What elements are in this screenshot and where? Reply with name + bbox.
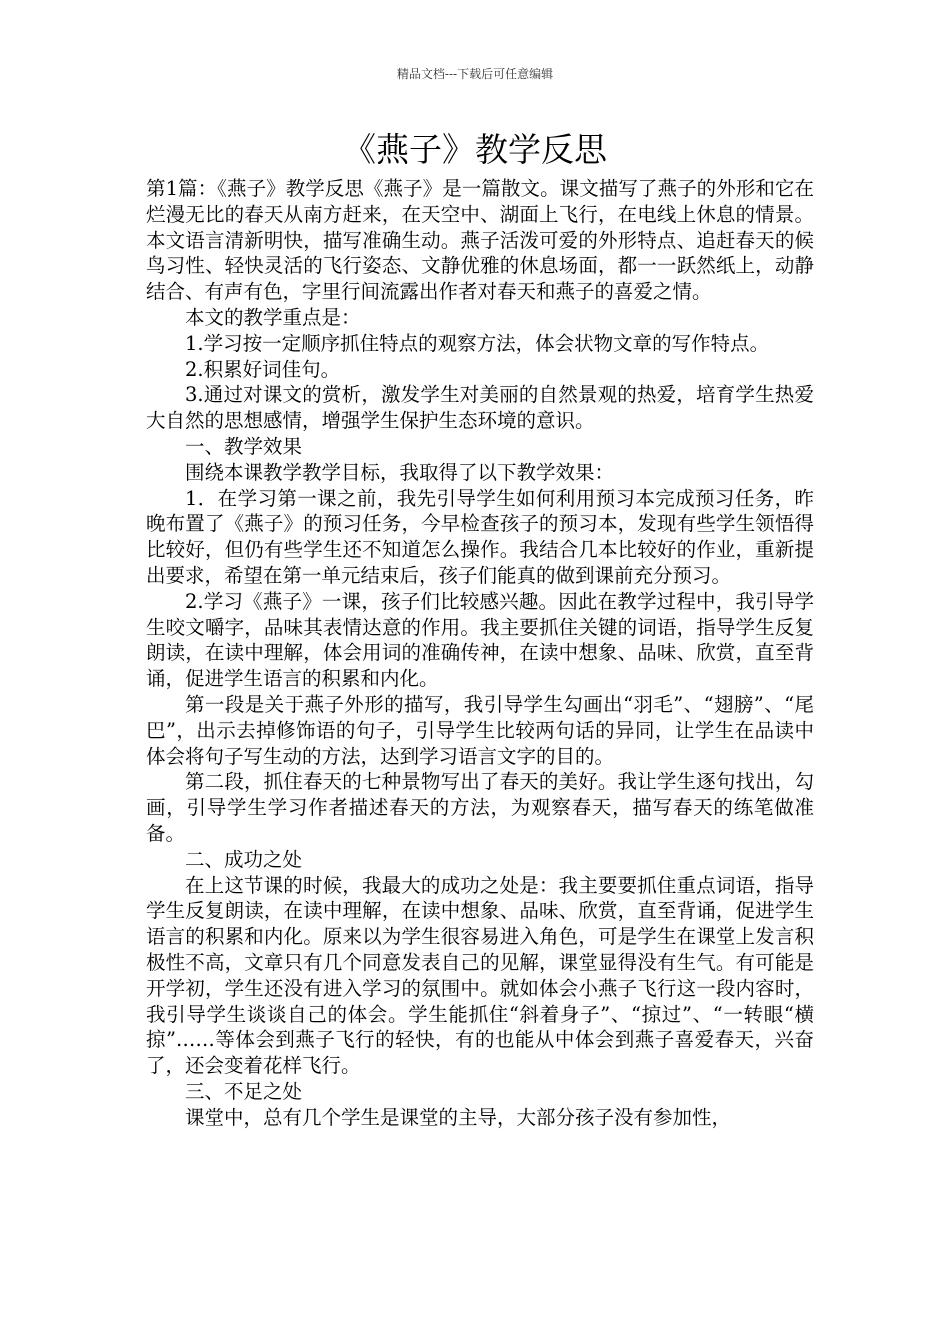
document-body — [146, 176, 814, 1130]
paragraph-effects-1: 1．在学习第一课之前，我先引导学生如何利用预习本完成预习任务，昨晚布置了《燕子》的预习任务，今早检查孩子的预习本，发现有些学生领悟得比较好，但仍有些学生还不知道怎么操作。我结合几本比较好的作业，重新提出要求，希望在第一单元结束后，孩子们能真的做到课前充分预习。 — [146, 486, 814, 587]
header-note: 精品文档---下载后可任意编辑 — [396, 67, 554, 81]
paragraph-effects-2: 2.学习《燕子》一课，孩子们比较感兴趣。因此在教学过程中，我引导学生咬文嚼字，品味其表情达意的作用。我主要抓住关键的词语，指导学生反复朗读，在读中理解，体会用词的准确传神，在读中想象、品味、欣赏，直至背诵，促进学生语言的积累和内化。 — [146, 589, 814, 691]
paragraph-focus-2: 2.积累好词佳句。 — [185, 357, 341, 381]
paragraph-success: 在上这节课的时候，我最大的成功之处是：我主要要抓住重点词语，指导学生反复朗读，在读中理解，在读中想象、品味、欣赏，直至背诵，促进学生语言的积累和内化。原来以为学生很容易进入角色，可是学生在课堂上发言积极性不高，文章只有几个同意发表自己的见解，课堂显得没有生气。有可能是开学初，学生还没有进入学习的氛围中。就如体会小燕子飞行这一段内容时，我引导学生谈谈自己的体会。学生能抓住“斜着身子”、“掠过”、“一转眼“横掠”……等体会到燕子飞行的轻快，有的也能从中体会到燕子喜爱春天，兴奋了，还会变着花样飞行。 — [146, 873, 814, 1078]
paragraph-focus-3: 3.通过对课文的赏析，激发学生对美丽的自然景观的热爱，培育学生热爱大自然的思想感情，增强学生保护生态环境的意识。 — [146, 383, 814, 433]
paragraph-first-section: 第一段是关于燕子外形的描写，我引导学生勾画出“羽毛”、“翅膀”、“尾巴”，出示去掉修饰语的句子，引导学生比较两句话的异同，让学生在品读中体会将句子写生动的方法，达到学习语言文字的目的。 — [146, 692, 814, 768]
paragraph-intro: 第1篇：《燕子》教学反思《燕子》是一篇散文。课文描写了燕子的外形和它在烂漫无比的春天从南方赶来，在天空中、湖面上飞行，在电线上休息的情景。本文语言清新明快，描写准确生动。燕子活泼可爱的外形特点、追赶春天的候鸟习性、轻快灵活的飞行姿态、文静优雅的休息场面，都一一跃然纸上，动静结合、有声有色，字里行间流露出作者对春天和燕子的喜爱之情。 — [146, 177, 814, 304]
document-title: 《燕子》教学反思 — [343, 130, 607, 169]
section-heading-success: 二、成功之处 — [185, 847, 303, 871]
paragraph-shortcomings: 课堂中，总有几个学生是课堂的主导，大部分孩子没有参加性， — [185, 1105, 732, 1129]
paragraph-second-section: 第二段，抓住春天的七种景物写出了春天的美好。我让学生逐句找出，勾画，引导学生学习作者描述春天的方法，为观察春天，描写春天的练笔做准备。 — [146, 770, 814, 845]
section-heading-effects: 一、教学效果 — [185, 434, 303, 458]
section-heading-shortcomings: 三、不足之处 — [185, 1079, 303, 1103]
paragraph-focus-1: 1.学习按一定顺序抓住特点的观察方法，体会状物文章的写作特点。 — [185, 331, 770, 355]
paragraph-focus-heading: 本文的教学重点是： — [185, 305, 361, 329]
paragraph-effects-intro: 围绕本课教学教学目标，我取得了以下教学效果： — [185, 460, 615, 484]
